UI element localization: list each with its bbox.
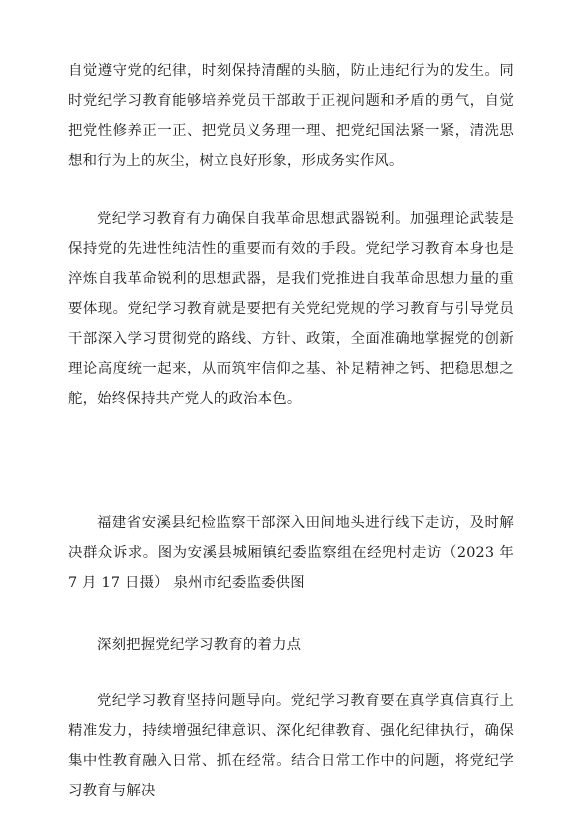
body-paragraph: 自觉遵守党的纪律，时刻保持清醒的头脑，防止违纪行为的发生。同时党纪学习教育能够培养党员干部敢于正视问题和矛盾的勇气，自觉把党性修养正一正、把党员义务理一理、把党纪国法紧一紧，清洗思想和行为上的灰尘，树立良好形象，形成务实作风。	[68, 63, 514, 169]
section-heading: 深刻把握党纪学习教育的着力点	[97, 637, 302, 653]
body-paragraph: 党纪学习教育有力确保自我革命思想武器锐利。加强理论武装是保持党的先进性纯洁性的重要而有效的手段。党纪学习教育本身也是淬炼自我革命锐利的思想武器，是我们党推进自我革命思想力量的重要体现。党纪学习教育就是要把有关党纪党规的学习教育与引导党员干部深入学习贯彻党的路线、方针、政策，全面准确地掌握党的创新理论高度统一起来，从而筑牢信仰之基、补足精神之钙、把稳思想之舵，始终保持共产党人的政治本色。	[68, 211, 514, 407]
body-paragraph: 党纪学习教育坚持问题导向。党纪学习教育要在真学真信真行上精准发力，持续增强纪律意识、深化纪律教育、强化纪律执行，确保集中性教育融入日常、抓在经常。结合日常工作中的问题，将党纪学习教育与解决	[68, 693, 514, 799]
photo-caption: 福建省安溪县纪检监察干部深入田间地头进行线下走访，及时解决群众诉求。图为安溪县城厢镇纪委监察组在经兜村走访（2023 年 7 月 17 日摄） 泉州市纪委监委供图	[68, 515, 514, 591]
